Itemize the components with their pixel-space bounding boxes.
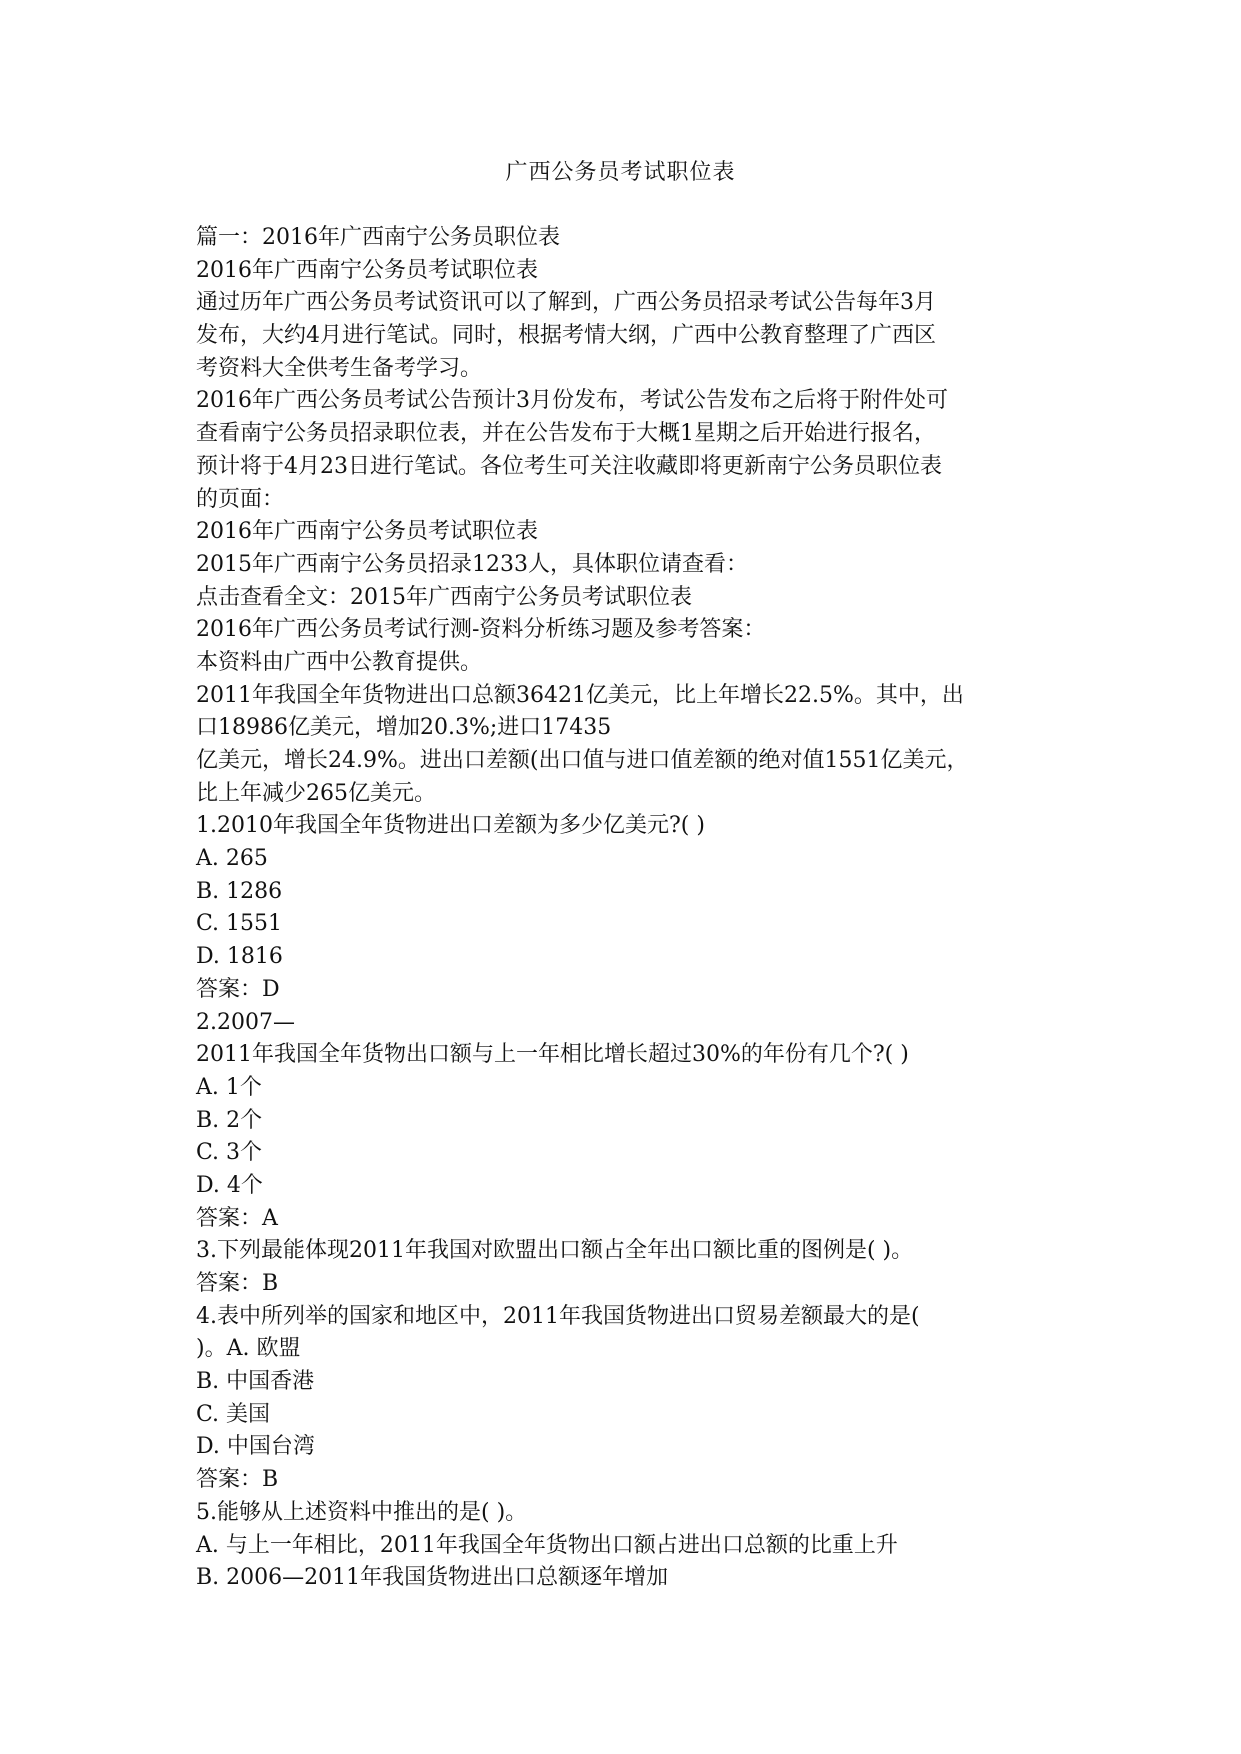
option-line: A. 1个	[196, 1074, 262, 1100]
text-line: 比上年减少265亿美元。	[196, 780, 436, 806]
option-line: C. 1551	[196, 911, 283, 937]
option-line: B. 1286	[196, 878, 283, 904]
answer-line: 答案：B	[196, 1271, 279, 1296]
question-line: 4.表中所列举的国家和地区中，2011年我国货物进出口贸易差额最大的是(	[196, 1303, 920, 1329]
text-line: 口18986亿美元，增加20.3%;进口17435	[196, 715, 612, 741]
option-line: C. 美国	[196, 1401, 271, 1427]
text-line: 本资料由广西中公教育提供。	[196, 649, 483, 675]
answer-line: 答案：D	[196, 976, 280, 1002]
option-line: B. 2006—2011年我国货物进出口总额逐年增加	[196, 1565, 669, 1591]
option-line: D. 4个	[196, 1172, 263, 1198]
option-line: A. 与上一年相比，2011年我国全年货物出口额占进出口总额的比重上升	[196, 1532, 898, 1558]
text-line: 2016年广西公务员考试公告预计3月份发布，考试公告发布之后将于附件处可	[196, 388, 948, 414]
text-line: 点击查看全文：2015年广西南宁公务员考试职位表	[196, 584, 692, 610]
text-line: 通过历年广西公务员考试资讯可以了解到，广西公务员招录考试公告每年3月	[196, 290, 936, 316]
document-body	[196, 222, 1046, 1595]
text-line: 篇一：2016年广西南宁公务员职位表	[196, 225, 560, 250]
question-line: 2011年我国全年货物出口额与上一年相比增长超过30%的年份有几个?( )	[196, 1042, 909, 1068]
document-title: 广西公务员考试职位表	[505, 160, 736, 185]
text-line: 发布，大约4月进行笔试。同时，根据考情大纲，广西中公教育整理了广西区	[196, 323, 936, 349]
option-line: )。A. 欧盟	[196, 1336, 301, 1362]
text-line: 的页面：	[196, 486, 285, 512]
answer-line: 答案：B	[196, 1467, 279, 1493]
option-line: A. 265	[196, 846, 268, 872]
text-line: 查看南宁公务员招录职位表，并在公告发布于大概1星期之后开始进行报名，	[196, 421, 936, 447]
option-line: D. 1816	[196, 944, 283, 970]
text-line: 考资料大全供考生备考学习。	[196, 355, 483, 381]
option-line: B. 2个	[196, 1107, 263, 1133]
question-line: 5.能够从上述资料中推出的是( )。	[196, 1499, 528, 1525]
text-line: 预计将于4月23日进行笔试。各位考生可关注收藏即将更新南宁公务员职位表	[196, 453, 942, 479]
option-line: B. 中国香港	[196, 1369, 315, 1395]
text-line: 2016年广西公务员考试行测-资料分析练习题及参考答案：	[196, 617, 766, 643]
question-line: 3.下列最能体现2011年我国对欧盟出口额占全年出口额比重的图例是( )。	[196, 1238, 914, 1264]
text-line: 2015年广西南宁公务员招录1233人，具体职位请查看：	[196, 551, 748, 577]
text-line: 2016年广西南宁公务员考试职位表	[196, 257, 538, 283]
text-line: 2011年我国全年货物进出口总额36421亿美元，比上年增长22.5%。其中，出	[196, 682, 964, 708]
answer-line: 答案：A	[196, 1205, 278, 1231]
option-line: D. 中国台湾	[196, 1434, 315, 1460]
text-line: 亿美元，增长24.9%。进出口差额(出口值与进口值差额的绝对值1551亿美元，	[196, 748, 969, 773]
question-line: 2.2007—	[196, 1009, 295, 1035]
question-line: 1.2010年我国全年货物进出口差额为多少亿美元?( )	[196, 813, 705, 839]
text-line: 2016年广西南宁公务员考试职位表	[196, 519, 538, 545]
option-line: C. 3个	[196, 1140, 263, 1166]
